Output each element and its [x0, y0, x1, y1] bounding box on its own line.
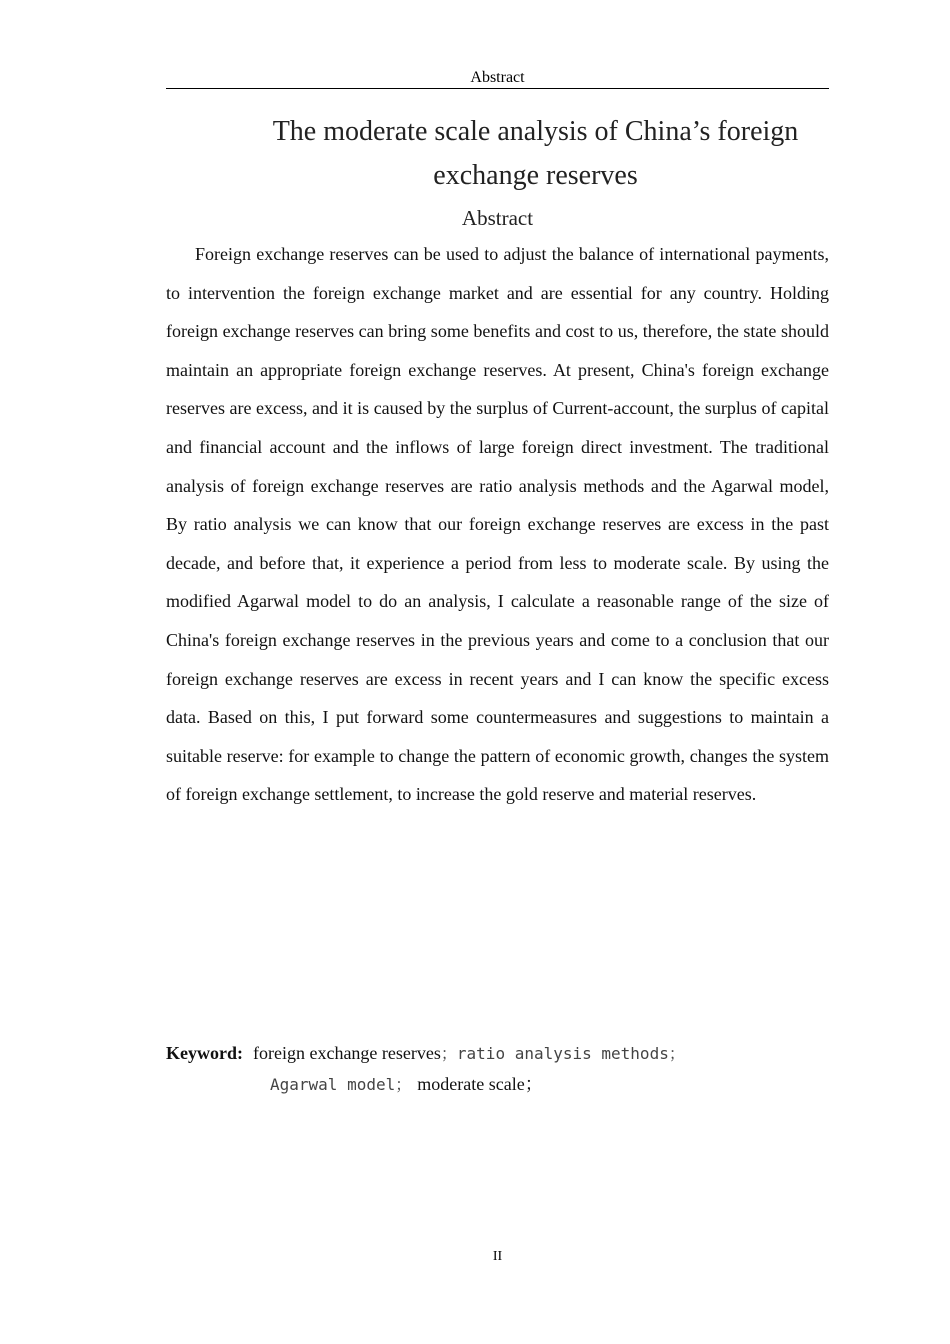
- keyword-item: ratio analysis methods: [456, 1044, 669, 1063]
- keywords-section: [166, 1038, 829, 1100]
- keyword-separator: ；: [395, 1075, 412, 1094]
- keyword-separator: ；: [668, 1044, 685, 1063]
- paper-title: [166, 110, 829, 198]
- abstract-body: Foreign exchange reserves can be used to adjust the balance of international payments, to intervention the foreign exchange market and are essential for any country. Holding foreign exchange reserves can bring some benefits and cost to us, therefore, the state should maintain an appropriate foreign exchange reserves. At present, China's foreign exchange reserves are excess, and it is caused by the surplus of Current-account, the surplus of capital and financial account and the inflows of large foreign direct investment. The traditional analysis of foreign exchange reserves are ratio analysis methods and the Agarwal model, By ratio analysis we can know that our foreign exchange reserves are excess in the past decade, and before that, it experience a period from less to moderate scale. By using the modified Agarwal model to do an analysis, I calculate a reasonable range of the size of China's foreign exchange reserves in the previous years and come to a conclusion that our foreign exchange reserves are excess in recent years and I can know the specific excess data. Based on this, I put forward some countermeasures and suggestions to maintain a suitable reserve: for example to change the pattern of economic growth, changes the system of foreign exchange settlement, to increase the gold reserve and material reserves.: [166, 244, 829, 805]
- running-header: Abstract: [470, 69, 525, 86]
- keywords-line-2: [166, 1069, 829, 1100]
- paper-title-line-2: exchange reserves: [433, 160, 638, 191]
- header-rule: [166, 88, 829, 89]
- keyword-item: Agarwal model: [270, 1075, 396, 1094]
- keyword-separator: ；: [524, 1074, 543, 1094]
- page-number: II: [492, 1249, 503, 1264]
- keywords-line-1: [166, 1038, 829, 1069]
- keyword-item: foreign exchange reserves: [252, 1043, 441, 1063]
- keyword-item: moderate scale: [417, 1074, 525, 1094]
- keyword-separator: ；: [440, 1044, 457, 1063]
- keywords-label: Keyword:: [166, 1043, 243, 1063]
- abstract-heading: Abstract: [461, 206, 534, 230]
- paper-title-line-1: The moderate scale analysis of China’s foreign: [272, 116, 799, 147]
